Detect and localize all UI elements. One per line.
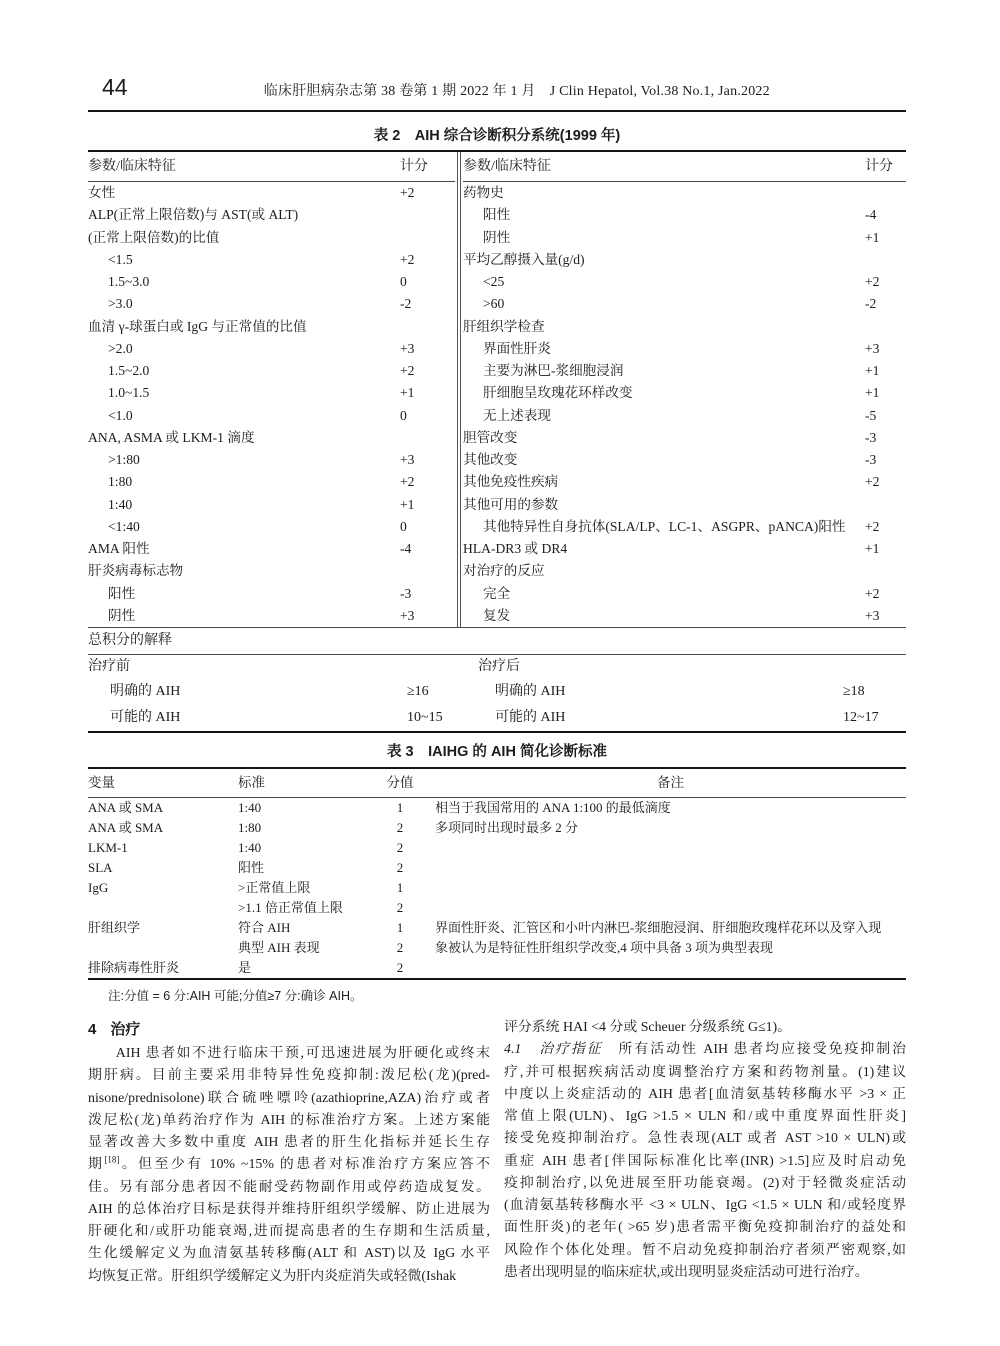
text-line [88, 1177, 490, 1199]
section-heading [88, 1017, 490, 1043]
parameter-label: 1:40 [108, 496, 133, 512]
standard-cell: >1.1 倍正常值上限 [238, 900, 343, 915]
text-run: 疫抑制治疗,以免进展至肝功能衰竭。(2)对于轻微炎症活动 [504, 1175, 906, 1191]
text-run: 泼尼松(龙)单药治疗作为 AIH 的标准治疗方案。上述方案能 [88, 1112, 490, 1128]
column-right-lines [504, 1017, 906, 1284]
parameter-label: 阴性 [483, 229, 511, 245]
parameter-label: 女性 [88, 185, 116, 200]
table-row [462, 705, 906, 731]
pretreatment-column [88, 655, 462, 731]
table3 [88, 767, 906, 980]
text-run: 显著改善大多数中重度 AIH 患者的肝生化指标并延长生存 [88, 1135, 490, 1150]
text-run: 风险作个体化处理。暂不启动免疫抑制治疗者须严密观察,如 [504, 1242, 906, 1258]
table-row [463, 583, 906, 605]
parameter-label: 1:80 [108, 474, 133, 490]
remark-cell: 界面性肝炎、汇管区和小叶内淋巴-浆细胞浸润、肝细胞玫瑰样花环以及穿入现 [435, 920, 882, 935]
text-line [504, 1262, 906, 1284]
parameter-label: >60 [483, 296, 505, 312]
score-value: +3 [400, 607, 415, 623]
interp-pre-rows [88, 679, 462, 731]
parameter-label: >3.0 [108, 296, 133, 312]
score-value: -4 [400, 541, 412, 556]
text-run: 接受免疫抑制治疗。急性表现(ALT 或者 AST >10 × ULN)或 [504, 1131, 906, 1147]
score-value: 0 [400, 518, 407, 534]
parameter-label: 其他改变 [463, 452, 518, 467]
score-value: +2 [400, 251, 415, 267]
points-cell: 1 [396, 800, 404, 815]
variable-cell: ANA 或 SMA [88, 800, 164, 815]
score-value [865, 494, 906, 516]
parameter-label: 肝组织学检查 [463, 318, 545, 334]
score-value: +2 [400, 474, 415, 490]
score-value: +3 [865, 607, 880, 623]
table-row [88, 516, 455, 538]
parameter-label: 1.5~2.0 [108, 363, 150, 378]
text-line [504, 1017, 906, 1039]
column-header-points: 分值 [386, 775, 414, 790]
table-row [88, 449, 455, 471]
standard-cell: 1:40 [238, 840, 262, 855]
table-row [88, 605, 455, 627]
table-row [88, 858, 906, 878]
text-run: 所有活动性 AIH 患者均应接受免疫抑制治 [602, 1042, 906, 1058]
score-value: -2 [865, 296, 877, 312]
table-row [462, 679, 906, 705]
table-row [88, 316, 455, 338]
parameter-label: HLA-DR3 或 DR4 [463, 541, 568, 556]
text-line [504, 1128, 906, 1150]
table-row [463, 360, 906, 382]
table-row [88, 494, 455, 516]
score-value: +1 [865, 541, 880, 556]
variable-cell: ANA 或 SMA [88, 820, 164, 835]
score-value: -3 [865, 452, 877, 467]
parameter-label: AMA 阳性 [88, 541, 150, 556]
variable-cell [88, 898, 238, 918]
text-line [504, 1195, 906, 1217]
text-line [88, 1266, 490, 1288]
table3-header-row [88, 769, 906, 798]
table2-column-divider [457, 152, 461, 627]
table-row [463, 405, 906, 427]
score-value [865, 249, 906, 271]
score-value: -3 [865, 429, 877, 445]
table-row [88, 182, 455, 204]
text-run: 患者出现明显的临床症状,或出现明显炎症活动可进行治疗。 [504, 1264, 869, 1280]
standard-cell: 典型 AIH 表现 [238, 940, 320, 955]
parameter-label: 完全 [483, 585, 511, 601]
page-number: 44 [102, 74, 128, 100]
remark-cell [425, 878, 906, 898]
diagnosis-label: 可能的 AIH [110, 710, 181, 725]
table2-caption: 表 2 AIH 综合诊断积分系统(1999 年) [373, 128, 621, 144]
text-run: 期 [88, 1157, 105, 1173]
parameter-label: 其他特异性自身抗体(SLA/LP、LC-1、ASGPR、pANCA)阳性 [483, 518, 846, 534]
table-row [463, 538, 906, 560]
table-row [463, 293, 906, 315]
score-value: -5 [865, 407, 877, 423]
page-header [88, 0, 906, 101]
score-value: 0 [400, 407, 407, 423]
score-value: +3 [400, 340, 415, 356]
column-header-variable: 变量 [88, 775, 115, 790]
remark-cell [425, 838, 906, 858]
posttreatment-label: 治疗后 [478, 659, 520, 674]
text-line [504, 1240, 906, 1262]
table-row [88, 249, 455, 271]
table-row [463, 338, 906, 360]
table-row [88, 898, 906, 918]
column-header-standard: 标准 [238, 775, 265, 790]
text-run: 均恢复正常。肝组织学缓解定义为肝内炎症消失或轻微(Ishak [88, 1268, 457, 1284]
standard-cell: 是 [238, 960, 252, 975]
column-header-score: 计分 [865, 159, 893, 174]
text-run: (血清氨基转移酶水平 <3 × ULN、IgG <1.5 × ULN 和/或轻度界 [504, 1198, 906, 1213]
column-header-remark: 备注 [657, 775, 684, 790]
parameter-label: 血清 γ-球蛋白或 IgG 与正常值的比值 [88, 318, 307, 334]
score-value [400, 316, 455, 338]
parameter-label: ALP(正常上限倍数)与 AST(或 ALT) [88, 207, 299, 223]
table-row [88, 679, 462, 705]
points-cell: 2 [396, 860, 404, 875]
parameter-label: 1.0~1.5 [108, 385, 150, 401]
table-row [88, 583, 455, 605]
text-run: AIH 患者如不进行临床干预,可迅速进展为肝硬化或终末 [115, 1046, 490, 1061]
table-row [88, 958, 906, 978]
parameter-label: 其他可用的参数 [463, 496, 559, 512]
text-column-right [504, 1017, 906, 1288]
parameter-label: 胆管改变 [463, 429, 518, 445]
interp-post-rows [462, 679, 906, 731]
score-range: 12~17 [843, 710, 879, 725]
column-header-parameter: 参数/临床特征 [88, 159, 176, 174]
remark-cell: 多项同时出现时最多 2 分 [435, 820, 579, 835]
score-interpretation [88, 628, 906, 733]
points-cell: 1 [396, 920, 404, 935]
table-row [463, 382, 906, 404]
variable-cell [88, 938, 238, 958]
score-value: +1 [400, 385, 415, 401]
text-line [504, 1106, 906, 1128]
score-value [865, 560, 906, 582]
text-line [88, 1243, 490, 1265]
text-run: 。但至少有 10% ~15% 的患者对标准治疗方案应答不 [119, 1157, 490, 1173]
score-value: -3 [400, 585, 412, 601]
table2-left-half [88, 152, 455, 627]
table-row [463, 316, 906, 338]
remark-cell: 象被认为是特征性肝组织学改变,4 项中具备 3 项为典型表现 [435, 940, 774, 955]
score-value: +3 [865, 340, 880, 356]
table-row [88, 427, 455, 449]
text-run: 疗,并可根据疾病活动度调整治疗方案和药物剂量。(1)建议 [504, 1064, 906, 1080]
parameter-label: ANA, ASMA 或 LKM-1 滴度 [88, 429, 255, 445]
score-value: +1 [865, 385, 880, 401]
table-row [88, 838, 906, 858]
variable-cell: SLA [88, 860, 113, 875]
table-row [88, 227, 455, 249]
score-value [865, 182, 906, 204]
table-row [88, 878, 906, 898]
score-range: ≥16 [407, 684, 429, 699]
pretreatment-label: 治疗前 [88, 659, 130, 674]
diagnosis-label: 明确的 AIH [110, 684, 181, 699]
score-value: 0 [400, 274, 407, 289]
points-cell: 2 [396, 960, 404, 975]
remark-cell [425, 858, 906, 878]
text-run: 期肝病。目前主要采用非特异性免疫抑制:泼尼松(龙)(pred- [88, 1068, 490, 1084]
diagnosis-label: 可能的 AIH [495, 710, 566, 725]
text-run: 肝硬化和/或肝功能衰竭,进而提高患者的生存期和生活质量, [88, 1224, 490, 1239]
standard-cell: 阳性 [238, 860, 265, 875]
column-left-lines [88, 1043, 490, 1288]
table-row [88, 471, 455, 493]
text-line [88, 1221, 490, 1243]
standard-cell: 符合 AIH [238, 920, 291, 935]
points-cell: 2 [396, 840, 404, 855]
score-value [865, 316, 906, 338]
parameter-label: 阳性 [108, 585, 136, 601]
table-row [88, 204, 455, 226]
journal-title-line: 临床肝胆病杂志第 38 卷第 1 期 2022 年 1 月 J Clin Hepatol, Vol.38 No.1, Jan.2022 [263, 84, 770, 99]
table-row [463, 605, 906, 627]
posttreatment-column [462, 655, 906, 731]
table2-right-rows [463, 182, 906, 627]
text-line [88, 1088, 490, 1110]
remark-cell: 相当于我国常用的 ANA 1:100 的最低滴度 [435, 800, 671, 815]
score-value [400, 227, 455, 249]
points-cell: 2 [396, 820, 404, 835]
text-line [88, 1199, 490, 1221]
score-value: +2 [400, 185, 415, 200]
score-value: +1 [865, 229, 880, 245]
standard-cell: 1:80 [238, 820, 262, 835]
table-row [463, 271, 906, 293]
text-line [504, 1084, 906, 1106]
parameter-label: <1:40 [108, 518, 140, 534]
table-row [463, 204, 906, 226]
table-row [88, 918, 906, 938]
parameter-label: 1.5~3.0 [108, 274, 150, 289]
table-row [463, 449, 906, 471]
text-run: 评分系统 HAI <4 分或 Scheuer 分级系统 G≤1)。 [504, 1020, 792, 1035]
text-line [504, 1039, 906, 1061]
parameter-label: 复发 [483, 607, 511, 623]
table-row [88, 271, 455, 293]
score-value [400, 427, 455, 449]
text-run: nisone/prednisolone)联合硫唑嘌呤(azathioprine,AZA)治疗或者 [88, 1090, 490, 1106]
score-value: +3 [400, 452, 415, 467]
section-number: 4 [88, 1021, 97, 1038]
points-cell: 2 [396, 900, 404, 915]
reference-superscript: [18] [104, 1154, 120, 1165]
parameter-label: 肝细胞呈玫瑰花环样改变 [483, 385, 633, 401]
parameter-label: >1:80 [108, 452, 140, 467]
parameter-label: 无上述表现 [483, 407, 551, 423]
parameter-label: 主要为淋巴-浆细胞浸润 [483, 363, 624, 378]
text-line [88, 1065, 490, 1087]
score-value [400, 204, 455, 226]
interpretation-title: 总积分的解释 [88, 628, 906, 655]
variable-cell: 肝组织学 [88, 920, 141, 935]
table-row [88, 560, 455, 582]
table2-left-header [88, 152, 455, 182]
table2-right-header [463, 152, 906, 182]
parameter-label: 阳性 [483, 207, 511, 223]
variable-cell: 排除病毒性肝炎 [88, 960, 180, 975]
text-line [504, 1173, 906, 1195]
table-row [88, 405, 455, 427]
text-line [88, 1132, 490, 1154]
parameter-label: 界面性肝炎 [483, 340, 551, 356]
parameter-label: <1.5 [108, 251, 133, 267]
table-row [88, 538, 455, 560]
table-row [88, 382, 455, 404]
table-row [88, 818, 906, 838]
table2 [88, 150, 906, 628]
column-header-score: 计分 [400, 159, 428, 174]
table-row [88, 705, 462, 731]
table-row [88, 293, 455, 315]
text-run: 常值上限(ULN)、IgG >1.5 × ULN 和/或中重度界面性肝炎] [504, 1109, 906, 1124]
text-run: 佳。另有部分患者因不能耐受药物副作用或停药造成复发。 [88, 1179, 490, 1195]
text-line [88, 1043, 490, 1065]
text-line [504, 1217, 906, 1239]
score-value: +2 [865, 474, 880, 490]
score-range: ≥18 [843, 684, 865, 699]
table-row [463, 427, 906, 449]
parameter-label: 其他免疫性疾病 [463, 474, 559, 490]
table-row [463, 182, 906, 204]
text-line [88, 1110, 490, 1132]
variable-cell: LKM-1 [88, 840, 128, 855]
header-rule [88, 110, 906, 112]
page-content [88, 0, 906, 1288]
table-row [88, 338, 455, 360]
parameter-label: 阴性 [108, 607, 136, 623]
text-line [504, 1151, 906, 1173]
parameter-label: 对治疗的反应 [463, 563, 545, 579]
score-value [400, 560, 455, 582]
parameter-label: (正常上限倍数)的比值 [88, 229, 220, 245]
standard-cell: 1:40 [238, 800, 262, 815]
subsection-title: 4.1 治疗指征 [504, 1042, 603, 1058]
table-row [463, 560, 906, 582]
score-value: +2 [865, 274, 880, 289]
score-value: +2 [865, 518, 880, 534]
text-run: AIH 的总体治疗目标是获得并维持肝组织学缓解、防止进展为 [88, 1201, 490, 1217]
score-value: +1 [865, 363, 880, 378]
text-run: 中度以上炎症活动的 AIH 患者[血清氨基转移酶水平 >3 × 正 [504, 1086, 906, 1102]
variable-cell: IgG [88, 880, 109, 895]
score-value: +2 [400, 363, 415, 378]
parameter-label: <1.0 [108, 407, 133, 423]
table-row [463, 494, 906, 516]
remark-cell [425, 958, 906, 978]
standard-cell: >正常值上限 [238, 880, 311, 895]
parameter-label: 药物史 [463, 185, 504, 200]
table-row [463, 516, 906, 538]
diagnosis-label: 明确的 AIH [495, 684, 566, 699]
table-row [88, 798, 906, 818]
interpretation-body [88, 655, 906, 731]
text-line [504, 1062, 906, 1084]
text-column-left [88, 1017, 490, 1288]
text-run: 重症 AIH 患者[伴国际标准化比率(INR) >1.5]应及时启动免 [504, 1153, 906, 1169]
text-run: 生化缓解定义为血清氨基转移酶(ALT 和 AST)以及 IgG 水平 [88, 1246, 490, 1262]
score-value: -4 [865, 207, 877, 223]
section-title: 治疗 [110, 1021, 141, 1038]
remark-cell [425, 898, 906, 918]
score-value: -2 [400, 296, 412, 312]
table3-caption: 表 3 IAIHG 的 AIH 简化诊断标准 [387, 744, 607, 760]
parameter-label: <25 [483, 274, 505, 289]
score-value: +2 [865, 585, 880, 601]
table-row [463, 249, 906, 271]
table-row [463, 227, 906, 249]
table2-right-half [463, 152, 906, 627]
parameter-label: 肝炎病毒标志物 [88, 563, 184, 579]
table-row [88, 938, 906, 958]
text-line [88, 1154, 490, 1176]
section-4-treatment [88, 1017, 906, 1288]
table2-left-rows [88, 182, 455, 627]
text-run: 面性肝炎)的老年( >65 岁)患者需平衡免疫抑制治疗的益处和 [504, 1220, 906, 1236]
score-value: +1 [400, 496, 415, 512]
table-row [463, 471, 906, 493]
table-row [88, 360, 455, 382]
score-range: 10~15 [407, 710, 443, 725]
table3-rows [88, 798, 906, 978]
table3-note: 注:分值 = 6 分:AIH 可能;分值≥7 分:确诊 AIH。 [108, 989, 363, 1003]
column-header-parameter: 参数/临床特征 [463, 159, 551, 174]
parameter-label: >2.0 [108, 340, 133, 356]
points-cell: 2 [396, 940, 404, 955]
points-cell: 1 [396, 880, 404, 895]
parameter-label: 平均乙醇摄入量(g/d) [463, 251, 585, 267]
